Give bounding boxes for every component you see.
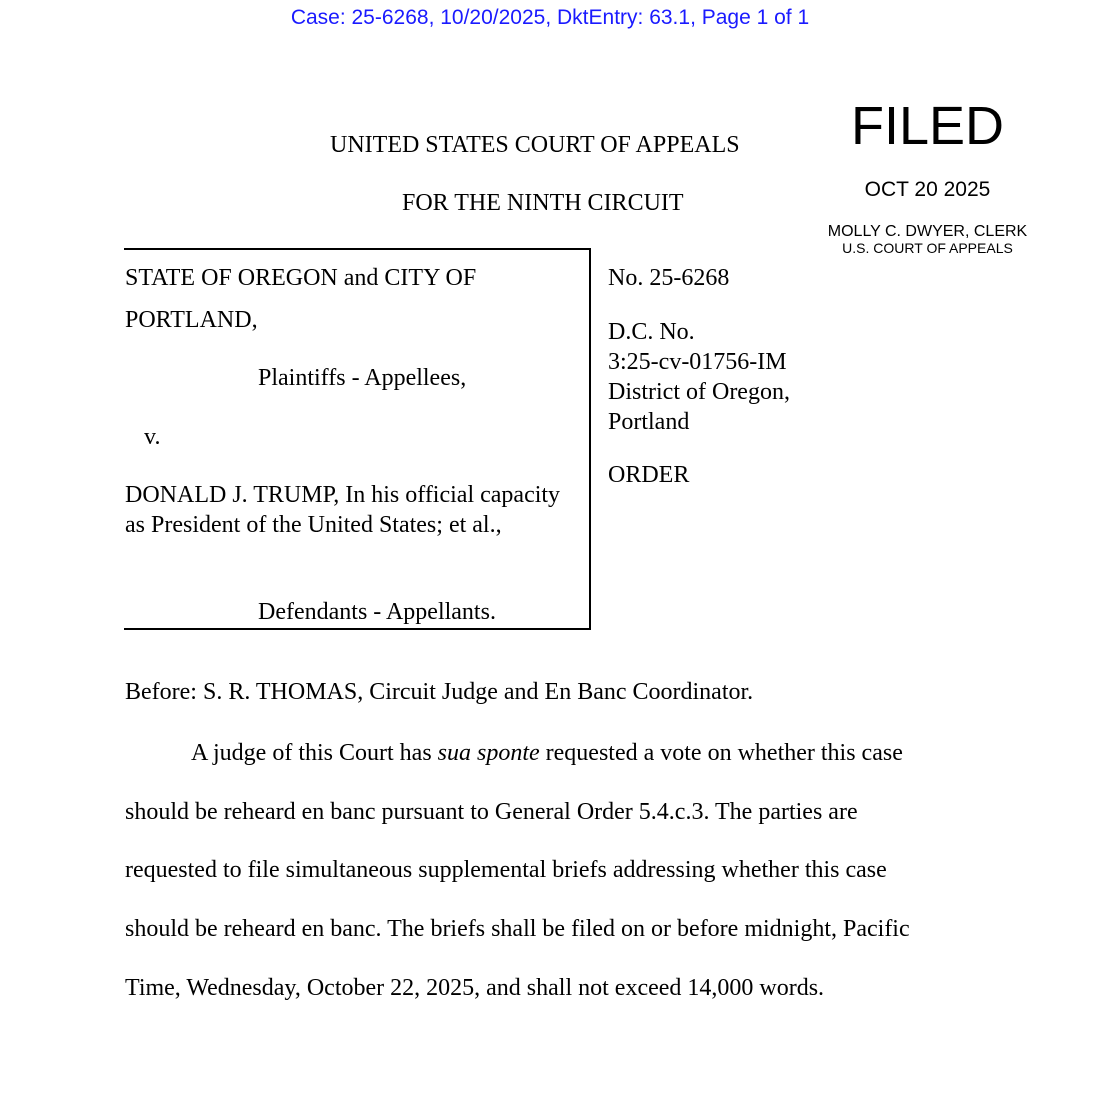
clerk-name: MOLLY C. DWYER, CLERK xyxy=(827,223,1028,240)
docket-header: Case: 25-6268, 10/20/2025, DktEntry: 63.1, Page 1 of 1 xyxy=(290,6,810,29)
district-name: District of Oregon, xyxy=(608,379,790,405)
order-line-4: should be reheard en banc. The briefs shall be filed on or before midnight, Pacific xyxy=(125,916,910,943)
court-name: UNITED STATES COURT OF APPEALS xyxy=(330,132,740,158)
order-line-1-post: requested a vote on whether this case xyxy=(539,740,903,766)
filed-status: FILED xyxy=(850,96,1005,156)
before-panel: Before: S. R. THOMAS, Circuit Judge and En Banc Coordinator. xyxy=(125,679,754,705)
versus: v. xyxy=(144,424,161,450)
order-line-1-pre: A judge of this Court has xyxy=(191,740,438,766)
filed-stamp xyxy=(810,96,1045,256)
dc-label: D.C. No. xyxy=(608,319,695,345)
court-circuit: FOR THE NINTH CIRCUIT xyxy=(402,190,684,216)
plaintiff-role: Plaintiffs - Appellees, xyxy=(258,365,467,391)
defendant-role: Defendants - Appellants. xyxy=(258,599,496,625)
case-number: No. 25-6268 xyxy=(608,265,730,291)
plaintiff-name-line-2: PORTLAND, xyxy=(125,307,258,333)
defendant-name: DONALD J. TRUMP, In his official capacity as President of the United States; et al., xyxy=(125,482,561,538)
order-line-1-italic: sua sponte xyxy=(437,740,540,766)
order-line-1 xyxy=(125,724,965,783)
district-city: Portland xyxy=(608,409,690,435)
document-type: ORDER xyxy=(608,462,690,488)
order-line-5: Time, Wednesday, October 22, 2025, and shall not exceed 14,000 words. xyxy=(125,974,825,1001)
order-line-3: requested to file simultaneous supplemental briefs addressing whether this case xyxy=(125,857,887,884)
district-court-info xyxy=(608,317,828,437)
filed-date: OCT 20 2025 xyxy=(864,178,991,201)
plaintiff-name-line-1: STATE OF OREGON and CITY OF xyxy=(125,265,477,291)
dc-number: 3:25-cv-01756-IM xyxy=(608,349,787,375)
order-body xyxy=(125,724,965,1018)
order-line-2: should be reheard en banc pursuant to General Order 5.4.c.3. The parties are xyxy=(125,798,858,825)
clerk-court: U.S. COURT OF APPEALS xyxy=(842,240,1013,256)
